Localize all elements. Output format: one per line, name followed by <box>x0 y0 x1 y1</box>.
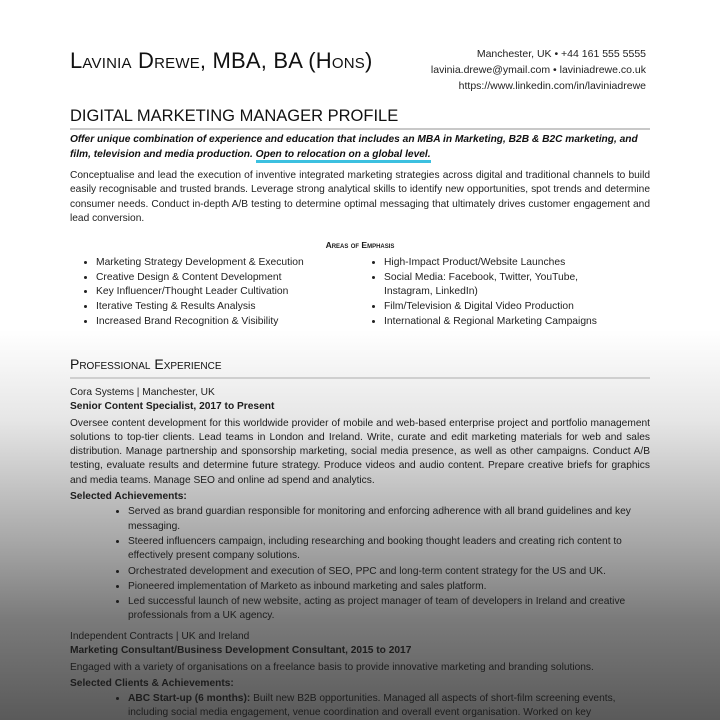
summary-text: Offer unique combination of experience and education that includes an MBA in Marketing, B2B & B2C marketing, and film, television and media production. <box>70 134 638 160</box>
area-item: • Film/Television & Digital Video Production <box>384 300 648 315</box>
job-description: Oversee content development for this worldwide provider of mobile and web-based enterprise project and portfolio management solutions to top-tier clients. Lead teams in London and Ireland. Write, curate and edit marketing materials for web and sales distribution. Manage partnership and sponsorship marketing, social media presence, as well as other campaigns. Conduct A/B testing, evaluate results and determine future strategy. Produce videos and audio content. Prepare creative briefs for graphics and media teams. Manage SEO and online ad spend and analytics. <box>70 417 650 486</box>
area-item: • International & Regional Marketing Campaigns <box>384 315 648 330</box>
profile-divider <box>70 128 650 130</box>
contact-location-phone: Manchester, UK • +44 161 555 5555 <box>476 48 646 60</box>
contact-email-website: lavinia.drewe@ymail.com • laviniadrewe.co.uk <box>430 64 646 76</box>
client-detail: Built new B2B opportunities. Managed all aspects of short-film screening events, including social media engagement, venue coordination and overall event organisation. Worked on key <box>128 693 616 719</box>
area-item: • Creative Design & Content Development <box>96 271 360 286</box>
job-entry <box>70 630 650 722</box>
profile-title: DIGITAL MARKETING MANAGER PROFILE <box>70 107 399 125</box>
client-name: ABC Start-up (6 months): <box>128 693 251 705</box>
area-item: • High-Impact Product/Website Launches <box>384 256 648 271</box>
contact-linkedin: https://www.linkedin.com/in/laviniadrewe <box>458 80 646 92</box>
area-item: • Iterative Testing & Results Analysis <box>96 300 360 315</box>
area-item: • Key Influencer/Thought Leader Cultivation <box>96 285 360 300</box>
areas-left-column <box>70 256 360 330</box>
job-role: Senior Content Specialist, 2017 to Present <box>70 401 275 413</box>
achievements-label: Selected Achievements: <box>70 491 187 503</box>
achievement-item: • Steered influencers campaign, including researching and booking thought leaders and creating rich content to effectively present company solutions. <box>128 535 650 564</box>
experience-divider <box>70 377 650 379</box>
areas-title: Areas of Emphasis <box>325 240 395 250</box>
achievement-item: • Pioneered implementation of Marketo as inbound marketing and sales platform. <box>128 580 650 594</box>
achievements-label: Selected Clients & Achievements: <box>70 677 234 689</box>
profile-paragraph: Conceptualise and lead the execution of inventive integrated marketing strategies across digital and traditional channels to build easily recognisable and trusted brands. Leverage strong analytical skills to identify new opportunities, spot trends and determine consumer needs. Conduct in-depth A/B testing to determine optimal messaging that ultimately drives customer engagement and lead conversion. <box>70 170 650 224</box>
achievement-item: • Orchestrated development and execution of SEO, PPC and long-term content strategy for the US and UK. <box>128 565 650 579</box>
area-item: • Increased Brand Recognition & Visibility <box>96 315 360 330</box>
area-item: • Social Media: Facebook, Twitter, YouTube, Instagram, LinkedIn) <box>384 271 648 300</box>
profile-summary <box>70 132 640 162</box>
candidate-name: Lavinia Drewe, MBA, BA (Hons) <box>70 48 373 73</box>
job-company: Independent Contracts | UK and Ireland <box>70 631 250 642</box>
summary-highlight: Open to relocation on a global level. <box>256 149 431 163</box>
achievement-item: • Served as brand guardian responsible for monitoring and enforcing adherence with all brand guidelines and key messaging. <box>128 505 650 534</box>
area-item: • Marketing Strategy Development & Execution <box>96 256 360 271</box>
job-role: Marketing Consultant/Business Development Consultant, 2015 to 2017 <box>70 645 412 657</box>
job-entry <box>70 386 650 625</box>
areas-right-column <box>358 256 648 330</box>
job-company: Cora Systems | Manchester, UK <box>70 387 215 398</box>
contact-block <box>431 46 646 94</box>
job-description: Engaged with a variety of organisations on a freelance basis to provide innovative marketing and branding solutions. <box>70 661 594 673</box>
experience-title: Professional Experience <box>70 356 222 372</box>
achievement-item: • Led successful launch of new website, acting as project manager of team of developers in Ireland and creative professionals from a UK agency. <box>128 595 650 624</box>
achievement-item <box>128 692 650 721</box>
